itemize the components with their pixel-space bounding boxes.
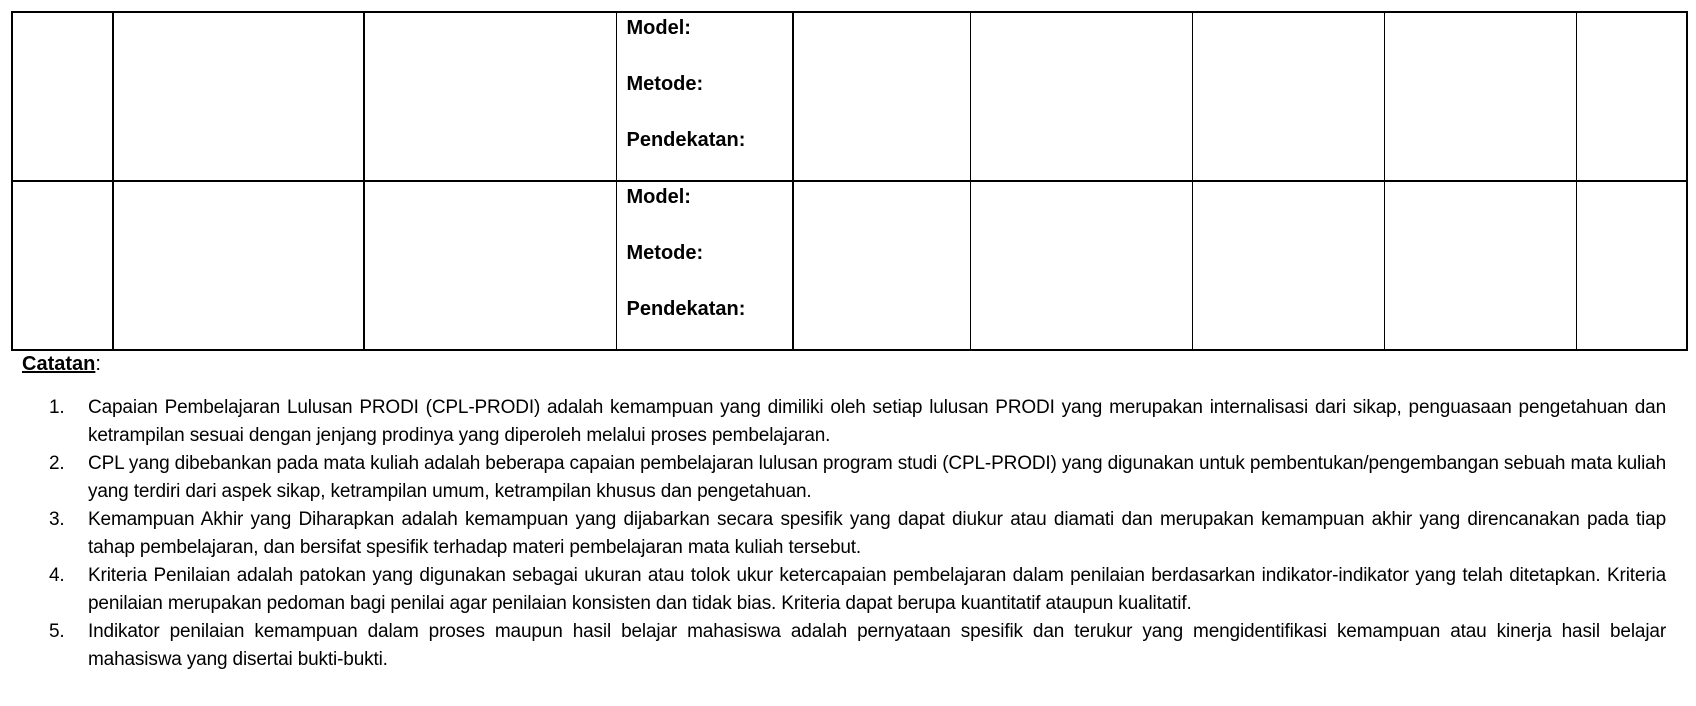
table-cell — [970, 12, 1192, 181]
notes-heading — [22, 352, 101, 376]
list-number: 3. — [49, 509, 65, 530]
table-cell — [1576, 12, 1687, 181]
model-label: Model: — [626, 186, 691, 208]
table-cell — [1192, 12, 1384, 181]
table-cell — [12, 181, 113, 350]
list-item — [0, 618, 1666, 674]
table-cell — [970, 181, 1192, 350]
rps-table — [11, 11, 1688, 351]
list-item — [0, 394, 1666, 450]
notes-list — [0, 394, 1666, 674]
table-cell — [113, 12, 364, 181]
table-cell — [364, 12, 616, 181]
notes-title-suffix: : — [95, 353, 101, 375]
list-item — [0, 506, 1666, 562]
list-text: Indikator penilaian kemampuan dalam proses maupun hasil belajar mahasiswa adalah pernyataan spesifik dan terukur yang mengidentifikasi kemampuan atau kinerja hasil belajar mahasiswa yang disertai bukti-bukti. — [88, 621, 1666, 670]
table-cell — [1192, 181, 1384, 350]
pendekatan-label: Pendekatan: — [626, 129, 746, 151]
list-number: 4. — [49, 565, 65, 586]
notes-title: Catatan — [22, 353, 96, 375]
table-cell — [113, 181, 364, 350]
list-text: CPL yang dibebankan pada mata kuliah adalah beberapa capaian pembelajaran lulusan program studi (CPL-PRODI) yang digunakan untuk pembentukan/pengembangan sebuah mata kuliah yang terdiri dari aspek sikap, ketrampilan umum, ketrampilan khusus dan pengetahuan. — [88, 453, 1666, 502]
metode-label: Metode: — [626, 242, 704, 264]
method-cell — [616, 12, 793, 181]
table-cell — [793, 181, 970, 350]
metode-label: Metode: — [626, 73, 704, 95]
table-cell — [793, 12, 970, 181]
list-text: Kemampuan Akhir yang Diharapkan adalah kemampuan yang dijabarkan secara spesifik yang dapat diukur atau diamati dan merupakan kemampuan akhir yang direncanakan pada tiap tahap pembelajaran, dan bersifat spesifik terhadap materi pembelajaran mata kuliah tersebut. — [88, 509, 1666, 558]
table-cell — [1384, 181, 1576, 350]
list-number: 5. — [49, 621, 65, 642]
table-row — [12, 181, 1687, 350]
list-number: 2. — [49, 453, 65, 474]
pendekatan-label: Pendekatan: — [626, 298, 746, 320]
table-cell — [1576, 181, 1687, 350]
list-text: Capaian Pembelajaran Lulusan PRODI (CPL-PRODI) adalah kemampuan yang dimiliki oleh setiap lulusan PRODI yang merupakan internalisasi dari sikap, penguasaan pengetahuan dan ketrampilan sesuai dengan jenjang prodinya yang diperoleh melalui proses pembelajaran. — [88, 397, 1666, 446]
table-cell — [1384, 12, 1576, 181]
method-cell — [616, 181, 793, 350]
list-item — [0, 450, 1666, 506]
table-cell — [364, 181, 616, 350]
table-row — [12, 12, 1687, 181]
list-text: Kriteria Penilaian adalah patokan yang digunakan sebagai ukuran atau tolok ukur ketercapaian pembelajaran dalam penilaian berdasarkan indikator-indikator yang telah ditetapkan. Kriteria penilaian merupakan pedoman bagi penilai agar penilaian konsisten dan tidak bias. Kriteria dapat berupa kuantitatif ataupun kualitatif. — [88, 565, 1666, 614]
model-label: Model: — [626, 17, 691, 39]
list-number: 1. — [49, 397, 65, 418]
table-cell — [12, 12, 113, 181]
list-item — [0, 562, 1666, 618]
